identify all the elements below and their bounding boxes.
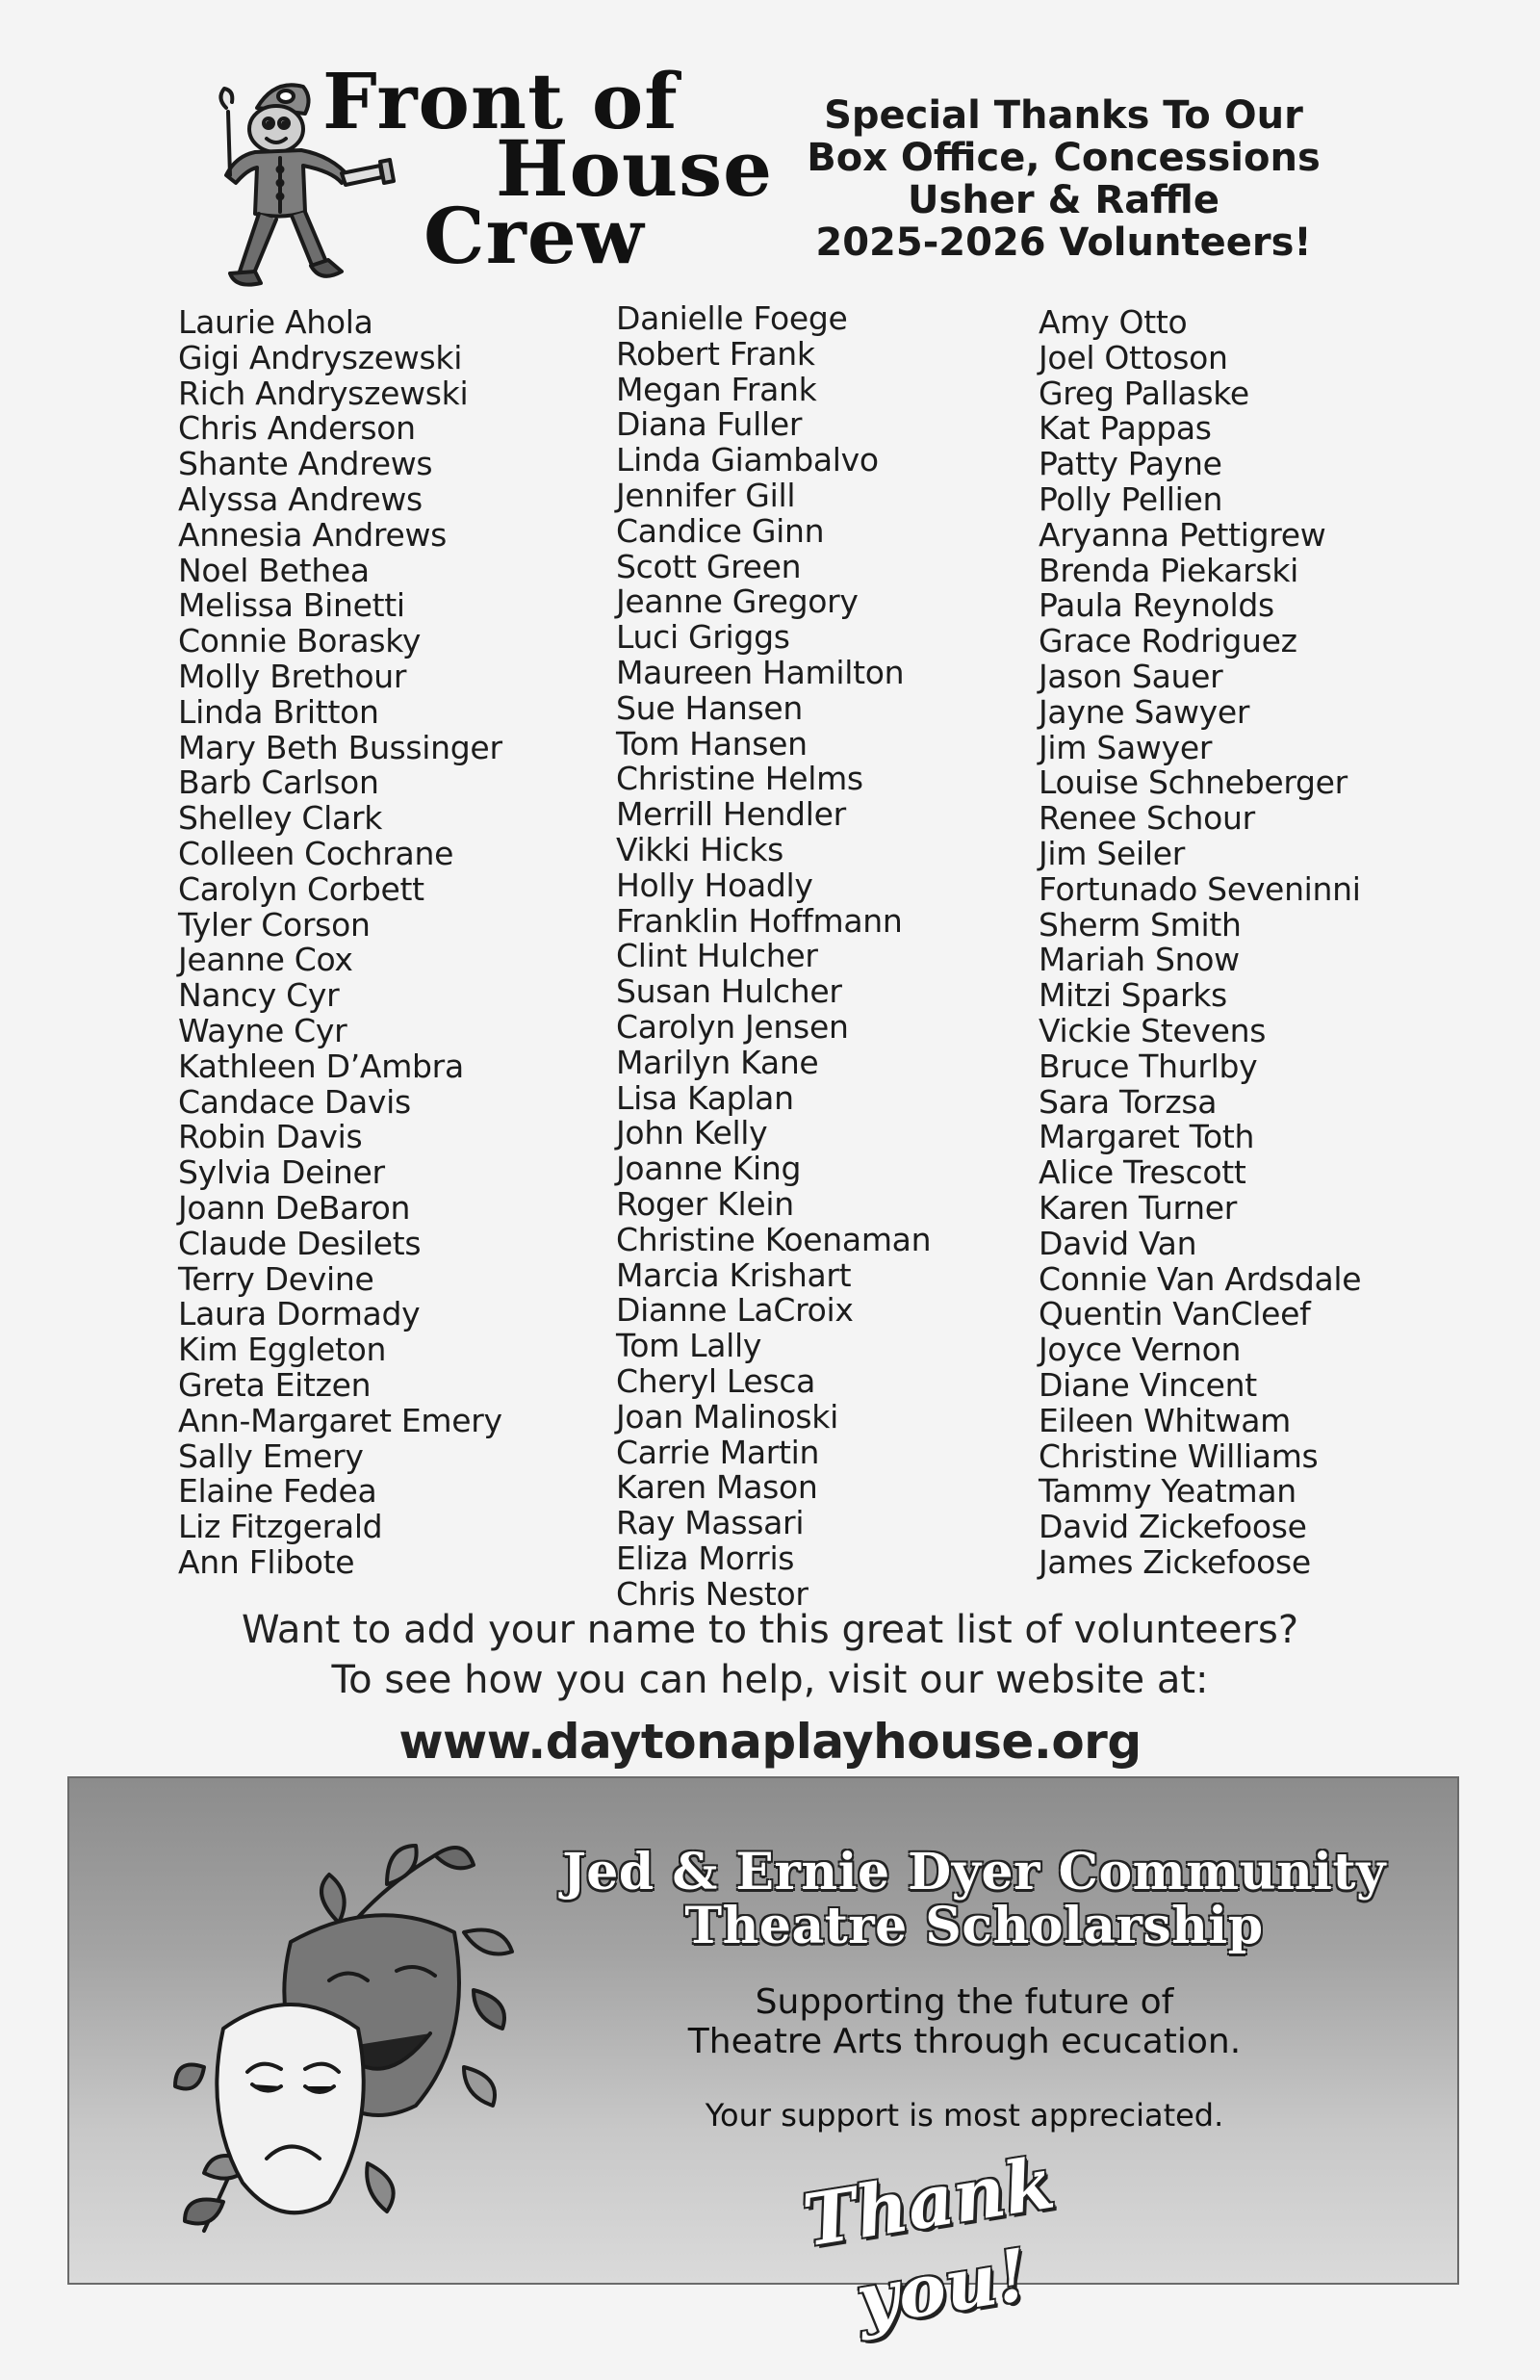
volunteer-name: Joanne King [616, 1150, 802, 1188]
volunteer-column-1 [178, 305, 502, 1581]
volunteer-name: Robert Frank [616, 334, 815, 373]
volunteer-name: Alyssa Andrews [178, 479, 423, 518]
volunteer-name: Christine Williams [1039, 1436, 1319, 1475]
volunteer-name: Lisa Kaplan [616, 1078, 794, 1117]
volunteer-name: Carolyn Jensen [616, 1007, 849, 1046]
volunteer-name: Scott Green [616, 547, 802, 585]
volunteer-name: Clint Hulcher [616, 937, 818, 975]
volunteer-name: Christine Helms [616, 760, 863, 798]
volunteer-name: Karen Mason [616, 1468, 818, 1507]
volunteer-name: Bruce Thurlby [1039, 1047, 1258, 1085]
thanks-line: Usher & Raffle [908, 178, 1219, 222]
volunteer-name: Merrill Hendler [616, 795, 846, 834]
volunteer-name: Jim Seiler [1039, 834, 1185, 872]
volunteer-name: Linda Giambalvo [616, 441, 879, 479]
special-thanks-heading [770, 94, 1357, 264]
scholarship-text: Supporting the future of [755, 1982, 1174, 2022]
volunteer-name: Roger Klein [616, 1184, 794, 1223]
volunteer-name: Linda Britton [178, 692, 379, 731]
volunteer-name: Chris Nestor [616, 1574, 808, 1613]
volunteer-name: Brenda Piekarski [1039, 551, 1298, 589]
volunteer-name: Jeanne Cox [178, 941, 353, 979]
volunteer-name: Joan Malinoski [616, 1397, 838, 1436]
volunteer-name: Barb Carlson [178, 763, 379, 802]
volunteer-name: Joel Ottoson [1039, 338, 1228, 376]
volunteer-name: Laura Dormady [178, 1295, 421, 1333]
volunteer-column-3 [1039, 305, 1361, 1581]
volunteer-name: Danielle Foege [616, 299, 848, 337]
volunteer-name: Luci Griggs [616, 618, 790, 657]
volunteer-name: Candace Davis [178, 1082, 411, 1121]
volunteer-name: Fortunado Seveninni [1039, 869, 1361, 908]
volunteer-name: Carrie Martin [616, 1433, 820, 1471]
volunteer-name: Cheryl Lesca [616, 1361, 816, 1400]
volunteer-name: Jim Sawyer [1039, 728, 1213, 766]
volunteer-name: Sherm Smith [1039, 905, 1242, 944]
volunteer-name: Diana Fuller [616, 405, 803, 444]
volunteer-name: Marilyn Kane [616, 1043, 819, 1081]
volunteer-name: Patty Payne [1039, 445, 1222, 483]
volunteer-name: Renee Schour [1039, 799, 1255, 838]
support-appreciated-text: Your support is most appreciated. [705, 2097, 1224, 2134]
volunteer-name: Carolyn Corbett [178, 869, 424, 908]
volunteer-name: David Van [1039, 1224, 1197, 1262]
volunteer-name: Louise Schneberger [1039, 763, 1348, 802]
volunteer-name: Polly Pellien [1039, 479, 1223, 518]
volunteer-name: Shante Andrews [178, 445, 433, 483]
volunteer-name: Sue Hansen [616, 688, 804, 727]
volunteer-name: Tom Hansen [616, 724, 808, 763]
volunteer-name: Amy Otto [1039, 303, 1188, 341]
title-line: Front of [322, 56, 679, 146]
volunteer-name: Joyce Vernon [1039, 1331, 1242, 1369]
volunteer-name: Terry Devine [178, 1259, 374, 1298]
volunteer-name: Ann Flibote [178, 1542, 355, 1581]
volunteer-name: Noel Bethea [178, 551, 370, 589]
volunteer-name: Alice Trescott [1039, 1153, 1246, 1192]
volunteer-name: Sara Torzsa [1039, 1082, 1218, 1121]
volunteer-name: Greg Pallaske [1039, 374, 1249, 412]
volunteer-name: Melissa Binetti [178, 586, 405, 625]
volunteer-name: Connie Borasky [178, 622, 422, 660]
volunteer-name: Christine Koenaman [616, 1220, 932, 1258]
volunteer-name: Liz Fitzgerald [178, 1508, 383, 1546]
volunteer-name: Mary Beth Bussinger [178, 728, 502, 766]
volunteer-name: Marcia Krishart [616, 1255, 852, 1294]
volunteer-name: Annesia Andrews [178, 515, 448, 554]
theatre-masks-icon [146, 1817, 531, 2260]
volunteer-name: Greta Eitzen [178, 1365, 372, 1404]
volunteer-name: Shelley Clark [178, 799, 383, 838]
volunteer-name: Megan Frank [616, 370, 817, 408]
volunteer-name: Claude Desilets [178, 1224, 422, 1262]
volunteer-name: Margaret Toth [1039, 1118, 1255, 1156]
volunteer-name: Susan Hulcher [616, 972, 842, 1011]
volunteer-name: Tyler Corson [178, 905, 371, 944]
volunteer-name: Diane Vincent [1039, 1365, 1257, 1404]
volunteer-name: Molly Brethour [178, 657, 407, 695]
volunteer-name: Franklin Hoffmann [616, 901, 903, 940]
volunteer-name: Jennifer Gill [616, 476, 796, 514]
volunteer-name: Joann DeBaron [178, 1188, 411, 1227]
volunteer-name: Mariah Snow [1039, 941, 1240, 979]
scholarship-text: Theatre Arts through ecucation. [687, 2022, 1242, 2061]
volunteer-name: Vickie Stevens [1039, 1011, 1267, 1049]
scholarship-title-line: Theatre Scholarship [684, 1897, 1264, 1955]
website-url[interactable]: www.daytonaplayhouse.org [398, 1714, 1142, 1770]
volunteer-name: Chris Anderson [178, 409, 416, 448]
volunteer-name: Paula Reynolds [1039, 586, 1274, 625]
volunteer-name: Mitzi Sparks [1039, 976, 1227, 1015]
volunteer-name: Robin Davis [178, 1118, 363, 1156]
thank-you-script: Thank you! [797, 2141, 1061, 2342]
volunteer-name: Aryanna Pettigrew [1039, 515, 1326, 554]
volunteer-invite-text: Want to add your name to this great list of volunteers? [241, 1608, 1299, 1652]
volunteer-name: Dianne LaCroix [616, 1291, 854, 1330]
thanks-line: Special Thanks To Our [824, 93, 1303, 138]
title-line: House [496, 123, 774, 214]
volunteer-name: Karen Turner [1039, 1188, 1238, 1227]
volunteer-name: Sally Emery [178, 1436, 364, 1475]
volunteer-name: Wayne Cyr [178, 1011, 347, 1049]
front-of-house-title [322, 56, 804, 281]
scholarship-banner [67, 1776, 1459, 2342]
header [0, 0, 1540, 298]
thanks-line: 2025-2026 Volunteers! [815, 220, 1312, 265]
volunteer-name: Elaine Fedea [178, 1472, 377, 1511]
volunteer-name: Gigi Andryszewski [178, 338, 463, 376]
volunteer-name: Eileen Whitwam [1039, 1401, 1292, 1439]
volunteer-name: Sylvia Deiner [178, 1153, 385, 1192]
volunteer-name: Nancy Cyr [178, 976, 340, 1015]
volunteer-name: John Kelly [616, 1114, 768, 1152]
volunteer-name: Ann-Margaret Emery [178, 1401, 502, 1439]
volunteer-name: Laurie Ahola [178, 303, 373, 341]
volunteer-name: James Zickefoose [1039, 1542, 1311, 1581]
volunteer-name: Quentin VanCleef [1039, 1295, 1311, 1333]
volunteer-name: Jeanne Gregory [616, 582, 859, 621]
volunteer-name: Kathleen D’Ambra [178, 1047, 464, 1085]
volunteer-name: Colleen Cochrane [178, 834, 454, 872]
volunteer-name: Grace Rodriguez [1039, 622, 1297, 660]
volunteer-name: Jason Sauer [1039, 657, 1223, 695]
volunteer-name: Holly Hoadly [616, 866, 813, 904]
thanks-line: Box Office, Concessions [807, 136, 1321, 180]
scholarship-title-line: Jed & Ernie Dyer Community [562, 1843, 1386, 1901]
volunteer-name: Vikki Hicks [616, 830, 784, 868]
title-line: Crew [424, 191, 645, 281]
volunteer-name: Eliza Morris [616, 1539, 795, 1577]
volunteer-name: Maureen Hamilton [616, 653, 905, 691]
volunteer-name: Rich Andryszewski [178, 374, 469, 412]
scholarship-title [493, 1843, 1455, 1955]
volunteer-name: Candice Ginn [616, 511, 825, 550]
volunteer-name: Kim Eggleton [178, 1331, 387, 1369]
volunteer-name: Tammy Yeatman [1039, 1472, 1296, 1511]
volunteer-name: Jayne Sawyer [1039, 692, 1250, 731]
volunteer-name: Connie Van Ardsdale [1039, 1259, 1362, 1298]
volunteer-column-2 [616, 301, 931, 1612]
volunteer-name: David Zickefoose [1039, 1508, 1307, 1546]
volunteer-name: Kat Pappas [1039, 409, 1212, 448]
volunteer-name: Tom Lally [616, 1327, 762, 1365]
volunteer-name: Ray Massari [616, 1504, 805, 1542]
website-prompt-text: To see how you can help, visit our website at: [331, 1658, 1209, 1702]
